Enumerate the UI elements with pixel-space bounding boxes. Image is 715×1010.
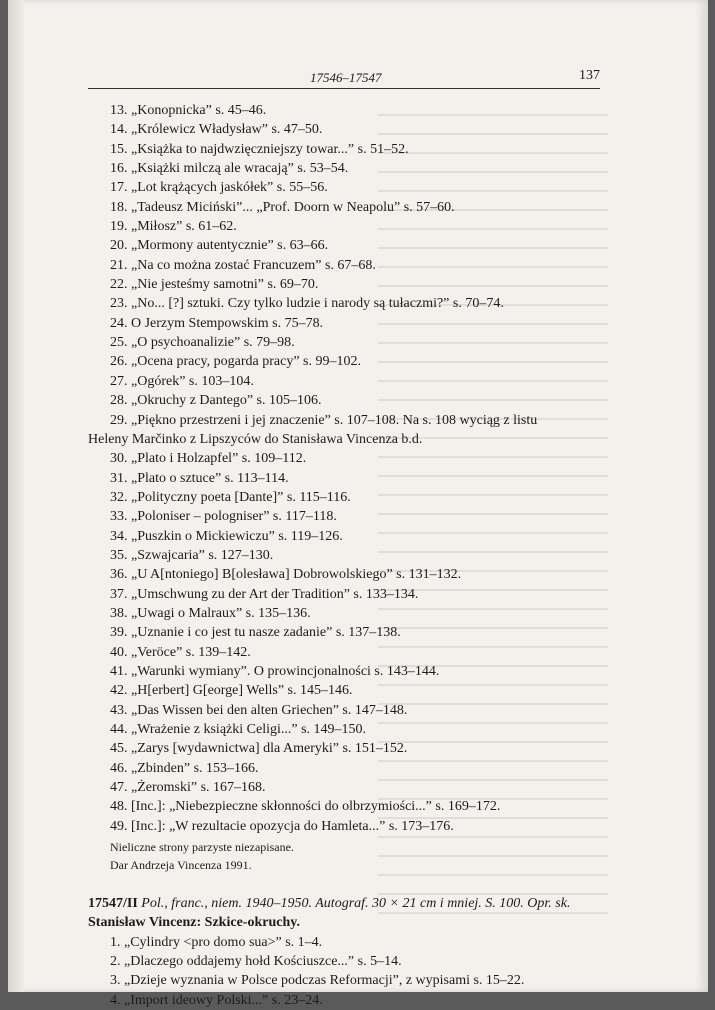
list-item: 47. „Żeromski” s. 167–168. xyxy=(110,780,266,796)
list-item: 36. „U A[ntoniego] B[olesława] Dobrowolskiego” s. 131–132. xyxy=(110,567,462,583)
list-item: 34. „Puszkin o Mickiewiczu” s. 119–126. xyxy=(110,528,343,544)
list-item: 25. „O psychoanalizie” s. 79–98. xyxy=(110,335,295,351)
note-line: Nieliczne strony parzyste niezapisane. xyxy=(110,840,294,855)
list-item: 1. „Cylindry <pro domo sua>” s. 1–4. xyxy=(110,934,323,950)
list-item: 18. „Tadeusz Miciński”... „Prof. Doorn w Neapolu” s. 57–60. xyxy=(110,199,455,215)
list-item: 46. „Zbinden” s. 153–166. xyxy=(110,760,259,776)
list-item: 33. „Poloniser – pologniser” s. 117–118. xyxy=(110,509,337,525)
list-item: 13. „Konopnicka” s. 45–46. xyxy=(110,103,267,118)
list-item: 15. „Książka to najdwzięczniejszy towar...” s. 51–52. xyxy=(110,141,409,157)
note-line: Dar Andrzeja Vincenza 1991. xyxy=(110,858,252,873)
list-item: 27. „Ogórek” s. 103–104. xyxy=(110,373,254,389)
list-item: 37. „Umschwung zu der Art der Tradition” s. 133–134. xyxy=(110,586,419,602)
list-item: 14. „Królewicz Władysław” s. 47–50. xyxy=(110,122,323,138)
list-item: 21. „Na co można zostać Francuzem” s. 67–68. xyxy=(110,257,376,273)
running-head: 17546–17547 xyxy=(310,70,382,85)
list-item: 48. [Inc.]: „Niebezpieczne skłonności do olbrzymiości...” s. 169–172. xyxy=(110,799,501,815)
list-item: 2. „Dlaczego oddajemy hołd Kościuszce...” s. 5–14. xyxy=(110,954,402,970)
list-item: 44. „Wrażenie z książki Celigi...” s. 149–150. xyxy=(110,722,367,737)
record-author-title: Stanisław Vincenz: Szkice-okruchy. xyxy=(88,915,300,931)
record-header xyxy=(88,894,603,913)
list-item: 38. „Uwagi o Malraux” s. 135–136. xyxy=(110,605,311,621)
list-item: 40. „Veröce” s. 139–142. xyxy=(110,644,251,660)
list-item: 23. „No... [?] sztuki. Czy tylko ludzie i narody są tułaczmi?” s. 70–74. xyxy=(110,296,504,312)
list-item: 32. „Polityczny poeta [Dante]” s. 115–116. xyxy=(110,489,351,505)
list-item: 4. „Import ideowy Polski...” s. 23–24. xyxy=(110,992,323,1008)
page-header xyxy=(88,66,600,89)
catalog-page xyxy=(8,0,708,1008)
list-item: 19. „Miłosz” s. 61–62. xyxy=(110,219,237,235)
list-item: 42. „H[erbert] G[eorge] Wells” s. 145–146. xyxy=(110,683,353,699)
list-item-29-first-line: 29. „Piękno przestrzeni i jej znaczenie” s. 107–108. Na s. 108 wyciąg z listu xyxy=(110,412,538,428)
list-item: 17. „Lot krążących jaskółek” s. 55–56. xyxy=(110,180,328,196)
list-item: 39. „Uznanie i co jest tu nasze zadanie” s. 137–138. xyxy=(110,625,401,641)
list-item: 22. „Nie jesteśmy samotni” s. 69–70. xyxy=(110,277,319,293)
list-item: 43. „Das Wissen bei den alten Griechen” s. 147–148. xyxy=(110,702,408,718)
list-item: 45. „Zarys [wydawnictwa] dla Ameryki” s. 151–152. xyxy=(110,741,408,757)
catalog-notes xyxy=(88,838,603,874)
list-item: 28. „Okruchy z Dantego” s. 105–106. xyxy=(110,393,322,409)
entry-list xyxy=(88,101,603,836)
list-item: 16. „Książki milczą ale wracają” s. 53–54. xyxy=(110,161,349,177)
list-item: 30. „Plato i Holzapfel” s. 109–112. xyxy=(110,451,307,467)
list-item: 24. O Jerzym Stempowskim s. 75–78. xyxy=(110,315,324,331)
catalog-content xyxy=(88,101,603,1010)
catalog-record xyxy=(88,894,603,1010)
list-item: 31. „Plato o sztuce” s. 113–114. xyxy=(110,470,289,486)
list-item-29-continuation: Heleny Marčinko z Lipszyców do Stanisława Vincenza b.d. xyxy=(88,431,423,447)
page-number: 137 xyxy=(579,68,600,83)
list-item: 26. „Ocena pracy, pogarda pracy” s. 99–102. xyxy=(110,354,361,370)
list-item: 20. „Mormony autentycznie” s. 63–66. xyxy=(110,238,329,254)
page-spine-shadow xyxy=(8,0,24,992)
list-item: 49. [Inc.]: „W rezultacie opozycja do Hamleta...” s. 173–176. xyxy=(110,818,454,834)
list-item: 3. „Dzieje wyznania w Polsce podczas Reformacji”, z wypisami s. 15–22. xyxy=(110,973,525,989)
record-description: Pol., franc., niem. 1940–1950. Autograf. 30 × 21 cm i mniej. S. 100. Opr. sk. xyxy=(141,896,571,912)
list-item: 41. „Warunki wymiany”. O prowincjonalności s. 143–144. xyxy=(110,663,440,679)
list-item: 35. „Szwajcaria” s. 127–130. xyxy=(110,547,274,563)
record-id: 17547/II xyxy=(88,896,138,912)
